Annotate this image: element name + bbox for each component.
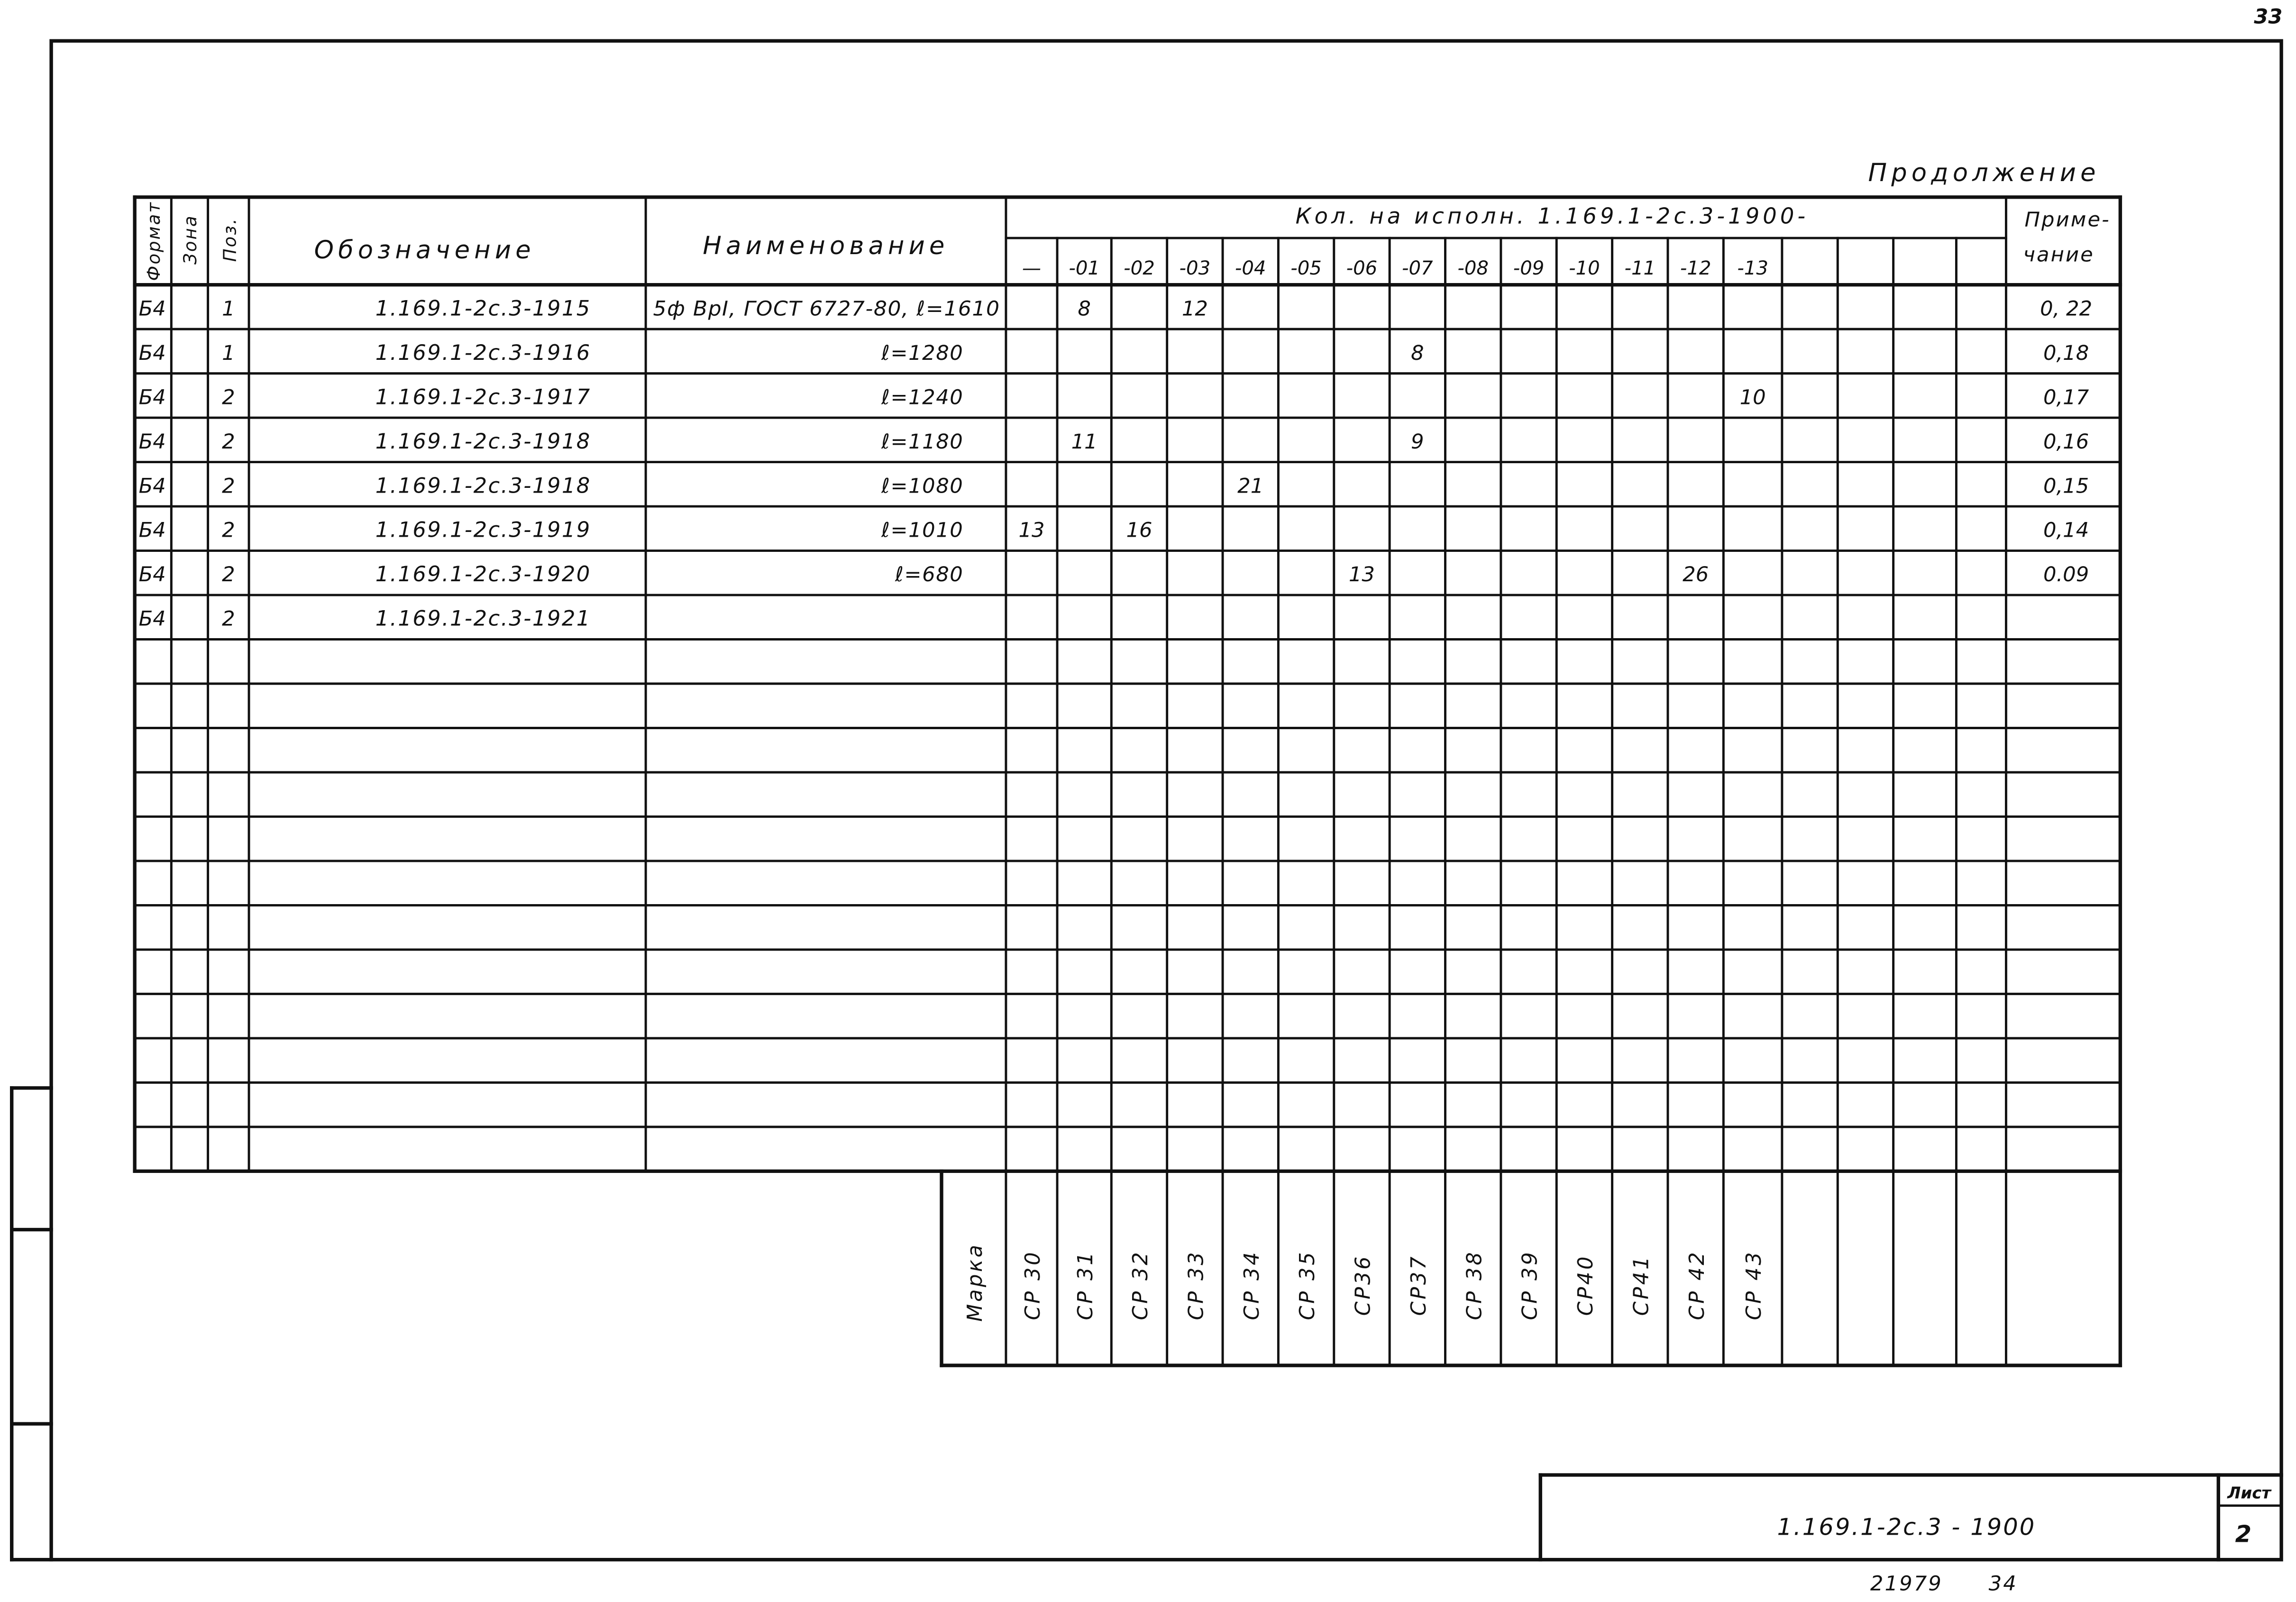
quantity-cell: 10 [1739,385,1766,410]
note-cell: 0,15 [2043,474,2089,498]
archive-page: 34 [1988,1572,2018,1596]
format-cell: Б4 [138,563,166,587]
variant-column-header: -05 [1290,257,1322,280]
variant-column-header: -13 [1737,257,1768,280]
quantity-cell: 13 [1348,563,1375,587]
note-cell: 0,17 [2043,385,2089,410]
mark-label: СР 32 [1129,1250,1153,1320]
quantity-cell: 12 [1181,297,1208,321]
quantity-cell: 26 [1683,563,1709,587]
name-cell: ℓ=680 [895,563,964,587]
page-number: 33 [2254,5,2283,29]
format-cell: Б4 [138,430,166,454]
position-cell: 1 [222,297,235,321]
mark-label: СР 42 [1685,1250,1709,1320]
quantity-cell: 9 [1411,430,1424,454]
designation-cell: 1.169.1-2с.3-1921 [375,605,591,631]
title-block [1540,1475,2281,1560]
variant-column-header: -08 [1457,257,1489,280]
header-name: Наименование [703,231,949,260]
mark-label: СР 43 [1742,1250,1766,1320]
note-cell: 0.09 [2043,563,2089,587]
variant-column-header: -12 [1680,257,1711,280]
note-cell: 0,14 [2043,518,2089,542]
format-cell: Б4 [138,607,166,631]
mark-label: СР 34 [1240,1250,1264,1320]
note-cell: 0, 22 [2040,297,2093,321]
designation-cell: 1.169.1-2с.3-1915 [375,295,591,321]
designation-cell: 1.169.1-2с.3-1918 [375,428,591,454]
mark-label: СР 31 [1074,1250,1098,1320]
header-note-line-1: Приме- [2024,208,2111,232]
spec-table-cells [139,257,2092,631]
name-cell: 5ф ВрI, ГОСТ 6727-80, ℓ=1610 [653,297,1000,321]
header-position: Поз. [220,217,240,262]
mark-label: СР41 [1629,1254,1654,1316]
binding-strip [12,1088,51,1560]
name-cell: ℓ=1080 [881,474,964,498]
quantity-cell: 21 [1237,474,1264,498]
mark-label: СР 33 [1184,1250,1208,1320]
position-cell: 2 [222,518,235,542]
position-cell: 2 [222,474,235,498]
position-cell: 2 [222,563,235,587]
variant-column-header: -07 [1402,257,1433,280]
document-code: 1.169.1-2с.3 - 1900 [1777,1513,2036,1541]
marks-label: Марка [963,1243,988,1322]
position-cell: 1 [222,341,235,365]
designation-cell: 1.169.1-2с.3-1917 [375,384,591,410]
variant-column-header: -10 [1569,257,1600,280]
position-cell: 2 [222,607,235,631]
quantity-cell: 8 [1078,297,1091,321]
mark-label: СР 30 [1021,1250,1045,1320]
designation-cell: 1.169.1-2с.3-1918 [375,473,591,498]
note-cell: 0,18 [2043,341,2089,365]
variant-column-header: -03 [1179,257,1211,280]
marks-row [1021,1250,1766,1320]
format-cell: Б4 [138,518,166,542]
format-cell: Б4 [138,474,166,498]
header-quantity-group: Кол. на исполн. 1.169.1-2с.3-1900- [1295,203,1809,229]
variant-column-header: -01 [1069,257,1100,280]
quantity-cell: 8 [1411,341,1424,365]
mark-label: СР40 [1573,1254,1598,1316]
note-cell: 0,16 [2043,430,2089,454]
format-cell: Б4 [138,341,166,365]
name-cell: ℓ=1180 [881,430,964,454]
variant-column-header: -02 [1124,257,1155,280]
designation-cell: 1.169.1-2с.3-1916 [375,339,591,365]
variant-column-header: -09 [1513,257,1545,280]
header-designation: Обозначение [314,236,535,265]
variant-column-header: -11 [1624,257,1656,280]
header-zone: Зона [180,214,201,265]
header-note-line-2: чание [2023,243,2095,267]
designation-cell: 1.169.1-2с.3-1920 [375,561,591,587]
format-cell: Б4 [138,385,166,410]
mark-label: СР 39 [1518,1250,1542,1320]
designation-cell: 1.169.1-2с.3-1919 [375,517,591,542]
quantity-cell: 11 [1071,430,1098,454]
quantity-cell: 13 [1018,518,1045,542]
continuation-label: Продолжение [1868,158,2100,187]
variant-column-header: -06 [1346,257,1378,280]
mark-label: СР37 [1407,1254,1431,1316]
archive-code: 21979 [1870,1572,1943,1596]
mark-label: СР 35 [1296,1250,1320,1320]
variant-column-header: — [1022,257,1042,280]
format-cell: Б4 [138,297,166,321]
sheet-label: Лист [2227,1483,2271,1502]
name-cell: ℓ=1010 [881,518,964,542]
header-format: Формат [143,201,164,281]
mark-label: СР 38 [1463,1250,1487,1320]
variant-column-header: -04 [1235,257,1266,280]
quantity-cell: 16 [1126,518,1153,542]
mark-label: СР36 [1351,1254,1375,1316]
position-cell: 2 [222,385,235,410]
name-cell: ℓ=1280 [881,341,964,365]
name-cell: ℓ=1240 [881,385,964,410]
position-cell: 2 [222,430,235,454]
spec-table-grid [135,197,2120,1365]
sheet-number: 2 [2235,1520,2252,1548]
